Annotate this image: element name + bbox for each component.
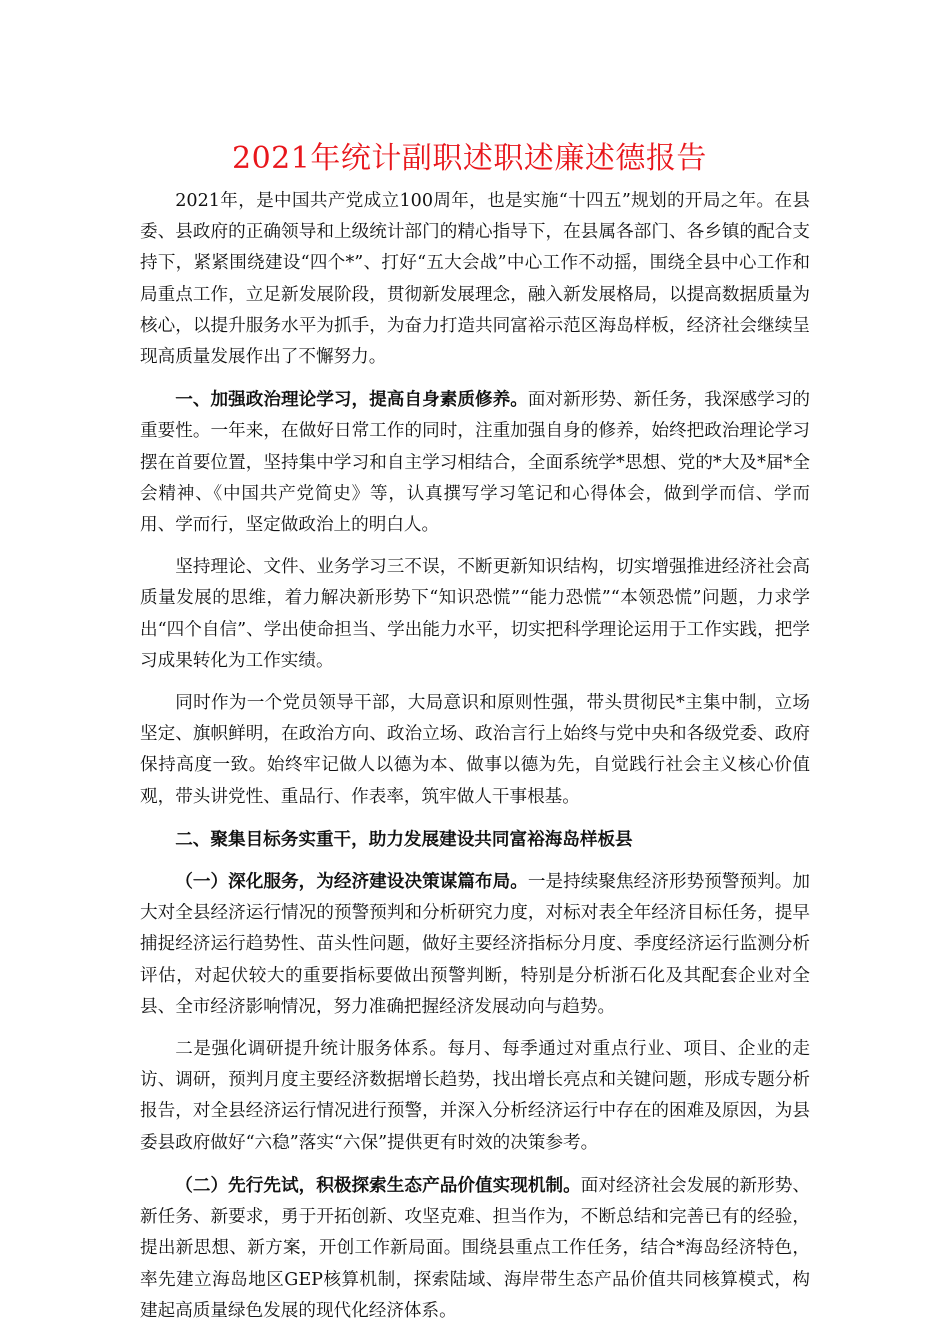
section2-sub2-lead: （二）先行先试，积极探索生态产品价值实现机制。 [175,1174,581,1196]
section1-paragraph-3: 同时作为一个党员领导干部，大局意识和原则性强，带头贯彻民*主集中制，立场坚定、旗帜鲜明，在政治方向、政治立场、政治言行上始终与党中央和各级党委、政府保持高度一致。始终牢记做人以德为本、做事以德为先，自觉践行社会主义核心价值观，带头讲党性、重品行、作表率，筑牢做人干事根基。 [140,693,810,807]
section2-sub1-lead: （一）深化服务，为经济建设决策谋篇布局。 [175,871,528,893]
section1-paragraph-2: 坚持理论、文件、业务学习三不误，不断更新知识结构，切实增强推进经济社会高质量发展的思维，着力解决新形势下“知识恐慌”“能力恐慌”“本领恐慌”问题，力求学出“四个自信”、学出使命担当、学出能力水平，切实把科学理论运用于工作实践，把学习成果转化为工作实绩。 [140,557,810,671]
document-title: 2021年统计副职述职述廉述德报告 [232,141,707,176]
section1-text: 面对新形势、新任务，我深感学习的重要性。一年来，在做好日常工作的同时，注重加强自身的修养，始终把政治理论学习摆在首要位置，坚持集中学习和自主学习相结合，全面系统学*思想、党的*大及*届*全会精神、《中国共产党简史》等，认真撰写学习笔记和心得体会，做到学而信、学而用、学而行，坚定做政治上的明白人。 [140,390,810,536]
intro-paragraph: 2021年，是中国共产党成立100周年，也是实施“十四五”规划的开局之年。在县委、县政府的正确领导和上级统计部门的精心指导下，在县属各部门、各乡镇的配合支持下，紧紧围绕建设“四个*”、打好“五大会战”中心工作不动摇，围绕全县中心工作和局重点工作，立足新发展阶段，贯彻新发展理念，融入新发展格局，以提高数据质量为核心，以提升服务水平为抓手，为奋力打造共同富裕示范区海岛样板，经济社会继续呈现高质量发展作出了不懈努力。 [140,191,810,368]
section2-sub1-paragraph-2: 二是强化调研提升统计服务体系。每月、每季通过对重点行业、项目、企业的走访、调研，预判月度主要经济数据增长趋势，找出增长亮点和关键问题，形成专题分析报告，对全县经济运行情况进行预警，并深入分析经济运行中存在的困难及原因，为县委县政府做好“六稳”落实“六保”提供更有时效的决策参考。 [140,1039,810,1153]
section2-sub1-text: 一是持续聚焦经济形势预警预判。加大对全县经济运行情况的预警预判和分析研究力度，对标对表全年经济目标任务，提早捕捉经济运行趋势性、苗头性问题，做好主要经济指标分月度、季度经济运行监测分析评估，对起伏较大的重要指标要做出预警判断，特别是分析浙石化及其配套企业对全县、全市经济影响情况，努力准确把握经济发展动向与趋势。 [140,872,810,1017]
section1-paragraph [140,384,810,541]
section2-heading: 二、聚集目标务实重干，助力发展建设共同富裕海岛样板县 [175,828,633,850]
document-body [140,136,810,1338]
section1-lead: 一、加强政治理论学习，提高自身素质修养。 [175,389,528,411]
section2-sub1-paragraph [140,866,810,1023]
section2-sub2-paragraph [140,1170,810,1327]
section2-sub2-text: 面对经济社会发展的新形势、新任务、新要求，勇于开拓创新、攻坚克难、担当作为，不断总结和完善已有的经验，提出新思想、新方案，开创工作新局面。围绕县重点工作任务，结合*海岛经济特色，率先建立海岛地区GEP核算机制，探索陆域、海岸带生态产品价值共同核算模式，构建起高质量绿色发展的现代化经济体系。 [140,1175,810,1321]
